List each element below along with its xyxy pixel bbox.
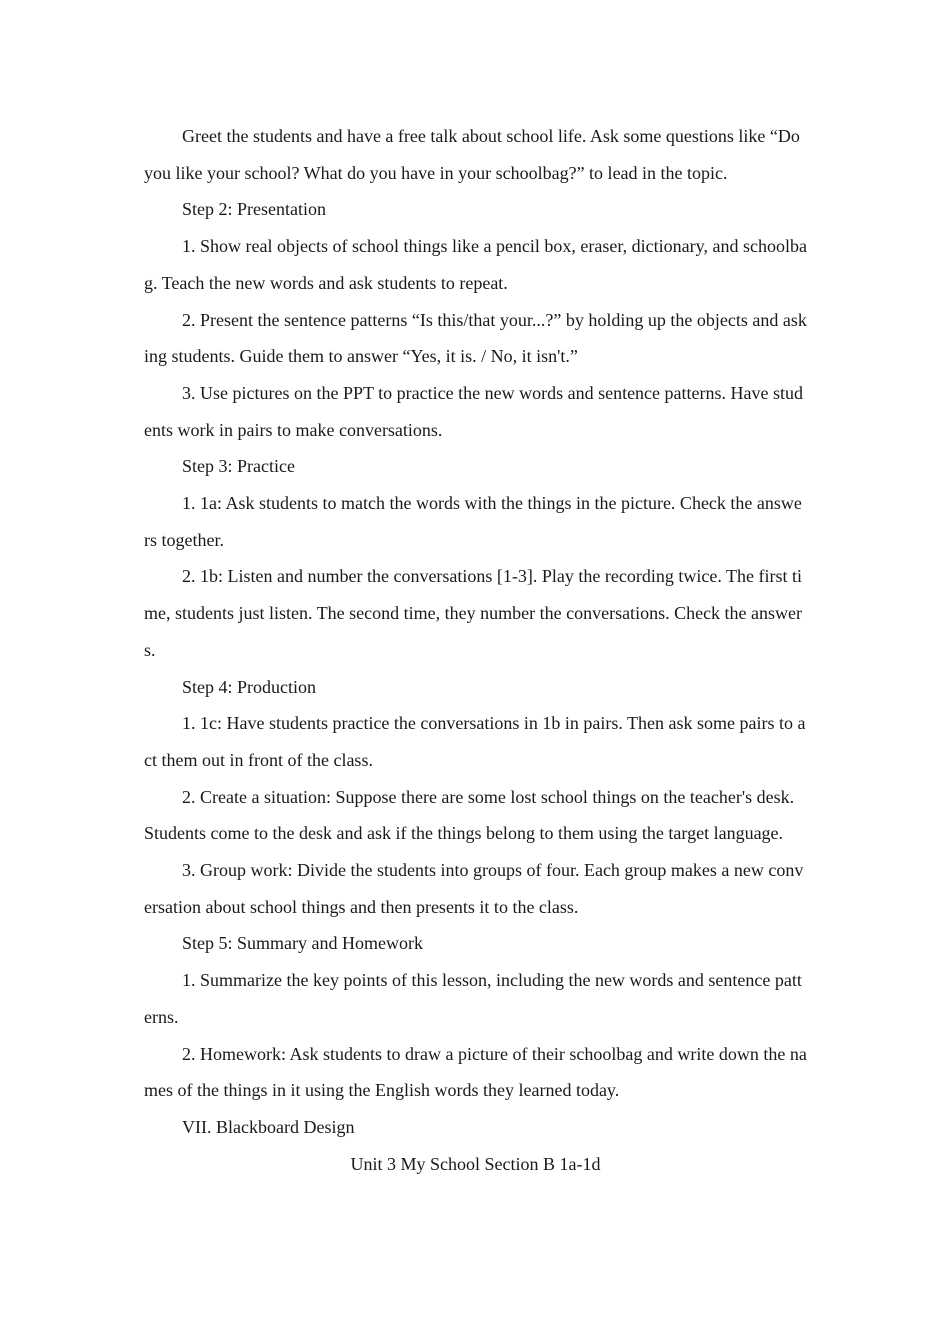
paragraph-step4-item3: 3. Group work: Divide the students into groups of four. Each group makes a new conversation about school things and then presents it to the class. (144, 860, 804, 917)
paragraph-step3-item1: 1. 1a: Ask students to match the words with the things in the picture. Check the answers together. (144, 493, 802, 550)
paragraph-step4-item2: 2. Create a situation: Suppose there are some lost school things on the teacher's desk. Students come to the desk and ask if the things belong to them using the target language. (144, 786, 795, 844)
section-vii-heading: VII. Blackboard Design (182, 1116, 355, 1137)
paragraph-step5-item1: 1. Summarize the key points of this lesson, including the new words and sentence patterns. (144, 970, 802, 1027)
paragraph-step5-item2: 2. Homework: Ask students to draw a picture of their schoolbag and write down the names of the things in it using the English words they learned today. (144, 1043, 807, 1101)
step-4-heading: Step 4: Production (182, 676, 316, 697)
paragraph-step2-item3: 3. Use pictures on the PPT to practice the new words and sentence patterns. Have students work in pairs to make conversations. (144, 382, 803, 440)
paragraph-step2-item1: 1. Show real objects of school things like a pencil box, eraser, dictionary, and schoolbag. Teach the new words and ask students to repeat. (144, 236, 807, 293)
step-3-heading: Step 3: Practice (182, 456, 295, 477)
blackboard-caption: Unit 3 My School Section B 1a-1d (350, 1153, 601, 1174)
step-5-heading: Step 5: Summary and Homework (182, 933, 423, 954)
step-2-heading: Step 2: Presentation (182, 199, 326, 220)
paragraph-step3-item2: 2. 1b: Listen and number the conversations [1-3]. Play the recording twice. The first time, students just listen. The second time, they number the conversations. Check the answers. (144, 566, 803, 660)
paragraph-step2-item2: 2. Present the sentence patterns “Is this/that your...?” by holding up the objects and asking students. Guide them to answer “Yes, it is. / No, it isn't.” (144, 309, 807, 367)
document-body (144, 118, 807, 1182)
paragraph-intro: Greet the students and have a free talk about school life. Ask some questions like “Do you like your school? What do you have in your schoolbag?” to lead in the topic. (144, 126, 800, 183)
paragraph-step4-item1: 1. 1c: Have students practice the conversations in 1b in pairs. Then ask some pairs to act them out in front of the class. (144, 713, 806, 770)
